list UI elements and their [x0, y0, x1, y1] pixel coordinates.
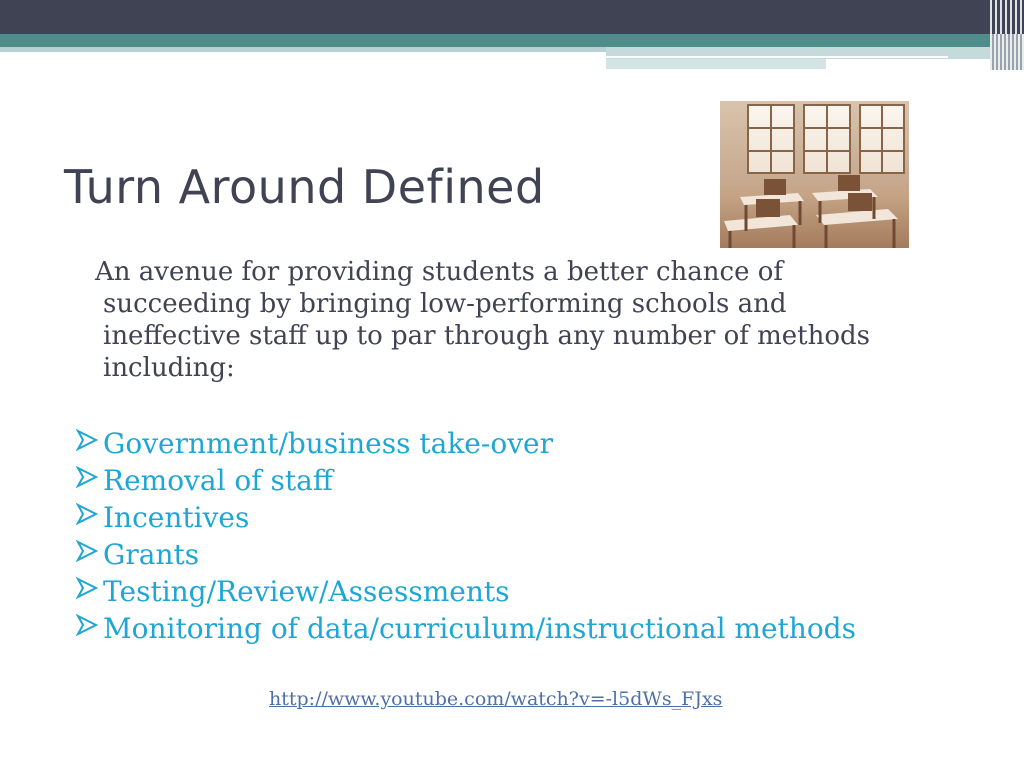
youtube-link[interactable]: http://www.youtube.com/watch?v=-l5dWs_FJxs	[269, 688, 723, 710]
method-list	[76, 425, 856, 647]
header-bar-light-lower	[606, 59, 826, 69]
list-item-label: Monitoring of data/curriculum/instructional methods	[103, 612, 856, 645]
list-item-label: Incentives	[103, 501, 250, 534]
list-item	[76, 499, 856, 536]
list-item-label: Testing/Review/Assessments	[103, 575, 510, 608]
list-item-label: Government/business take-over	[103, 427, 553, 460]
header-divider-line	[606, 56, 948, 58]
arrowhead-bullet-icon	[76, 614, 98, 636]
arrowhead-bullet-icon	[76, 466, 98, 488]
list-item	[76, 573, 856, 610]
list-item-label: Removal of staff	[103, 464, 333, 497]
header-bar-dark	[0, 0, 1024, 34]
header-bar-teal	[0, 34, 1024, 47]
classroom-photo	[720, 101, 909, 248]
arrowhead-bullet-icon	[76, 577, 98, 599]
header-stripes-dark	[990, 0, 1024, 34]
list-item	[76, 610, 856, 647]
list-item-label: Grants	[103, 538, 200, 571]
list-item	[76, 462, 856, 499]
arrowhead-bullet-icon	[76, 503, 98, 525]
list-item	[76, 536, 856, 573]
arrowhead-bullet-icon	[76, 429, 98, 451]
list-item	[76, 425, 856, 462]
slide-title: Turn Around Defined	[64, 160, 545, 214]
header-bar-light	[0, 47, 606, 52]
intro-paragraph: An avenue for providing students a better chance of succeeding by bringing low-performing schools and ineffective staff up to par through any number of methods including:	[95, 257, 871, 383]
arrowhead-bullet-icon	[76, 540, 98, 562]
